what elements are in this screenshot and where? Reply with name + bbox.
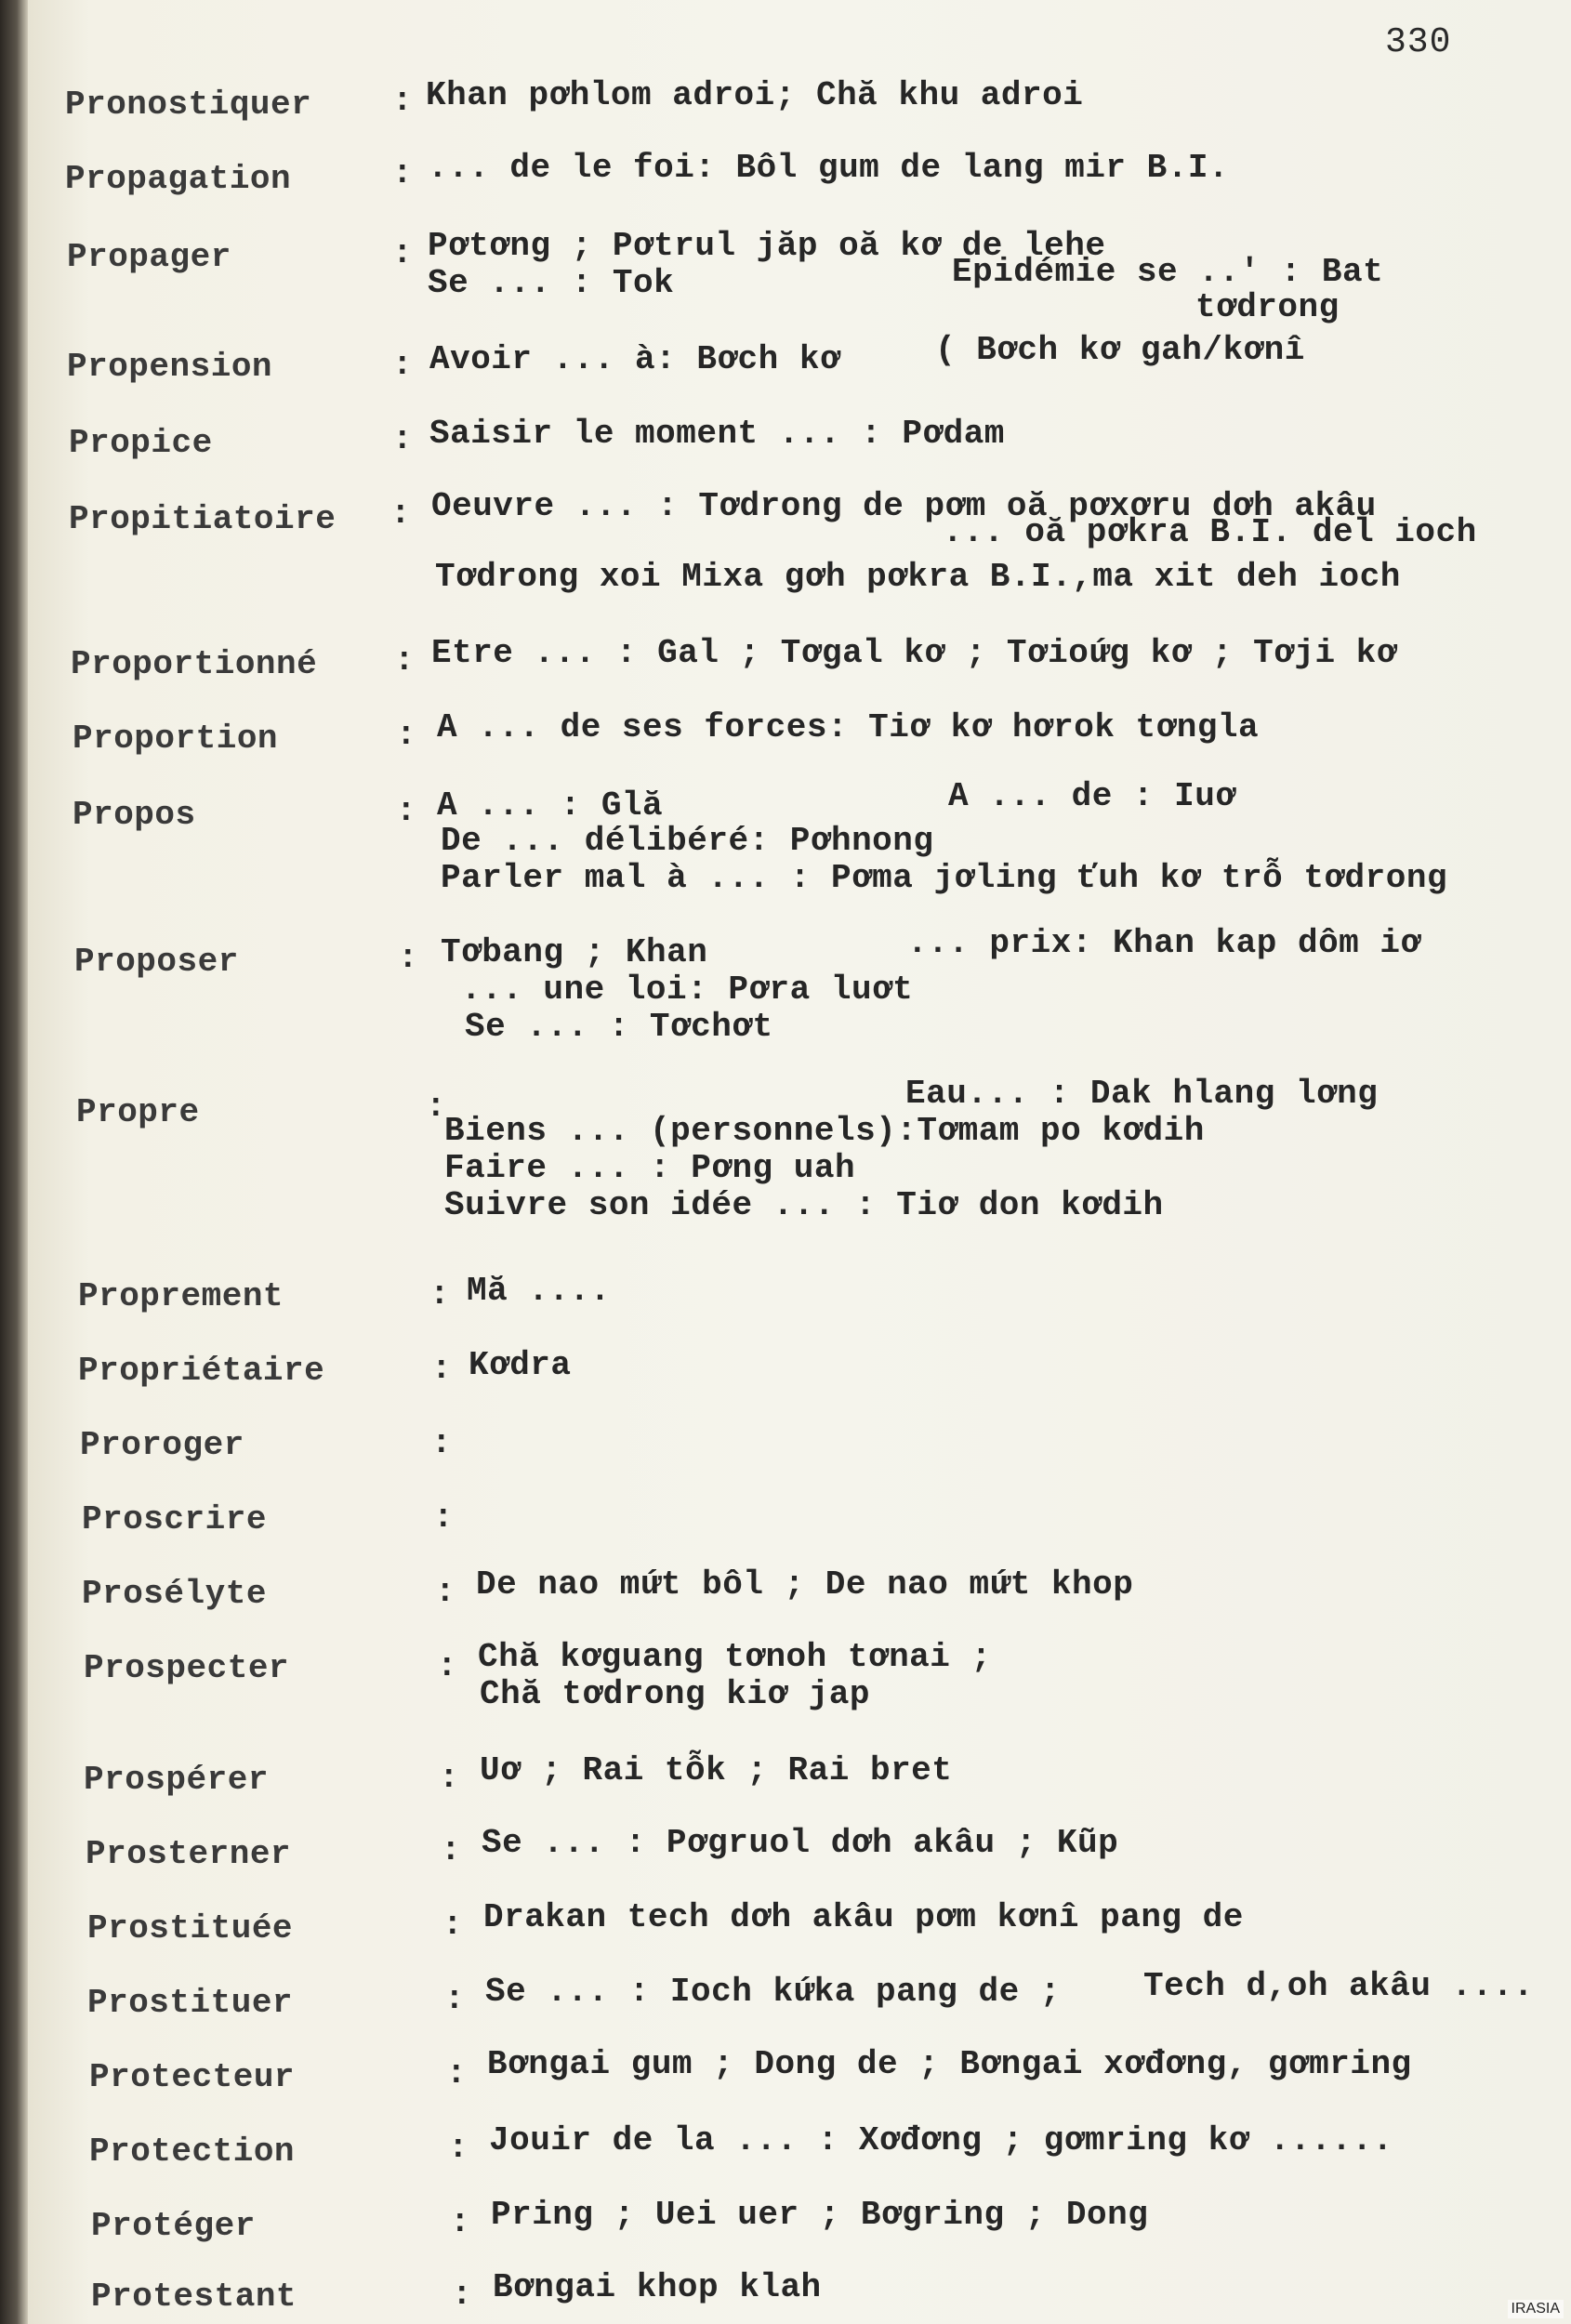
headword: Proportion — [73, 720, 279, 758]
colon-separator: : — [396, 792, 417, 830]
colon-separator: : — [392, 346, 414, 384]
headword: Protéger — [91, 2207, 256, 2245]
colon-separator: : — [392, 420, 414, 458]
colon-separator: : — [446, 2054, 468, 2093]
colon-separator: : — [392, 234, 414, 272]
definition-line: Bơngai gum ; Dong de ; Bơngai xơđơng, gơmring — [487, 2045, 1412, 2083]
definition-line: Epidémie se ..' : Bat — [952, 253, 1384, 291]
definition-line: ( Bơch kơ gah/kơnî — [935, 331, 1305, 369]
headword: Proscrire — [82, 1500, 267, 1538]
definition-line: Saisir le moment ... : Pơdam — [429, 415, 1005, 453]
definition-line: A ... de ses forces: Tiơ kơ hơrok tơngla — [437, 708, 1260, 746]
headword: Prosélyte — [82, 1575, 267, 1613]
headword: Prostituée — [87, 1909, 294, 1948]
definition-line: Oeuvre ... : Tơdrong de pơm oă pơxơru dơh akâu — [431, 487, 1377, 525]
colon-separator: : — [429, 1275, 451, 1314]
colon-separator: : — [433, 1499, 455, 1537]
definition-line: Etre ... : Gal ; Tơgal kơ ; Tơioứg kơ ; Tơji kơ — [431, 634, 1397, 672]
definition-line: ... prix: Khan kap dôm iơ — [907, 924, 1421, 962]
colon-separator: : — [452, 2276, 473, 2314]
headword: Propre — [76, 1093, 200, 1131]
headword: Propitiatoire — [69, 500, 337, 538]
definition-line: Pring ; Uei uer ; Bơgring ; Dong — [491, 2196, 1149, 2234]
source-watermark: IRASIA — [1508, 2300, 1564, 2318]
colon-separator: : — [448, 2129, 469, 2167]
colon-separator: : — [394, 641, 416, 680]
colon-separator: : — [431, 1350, 453, 1388]
colon-separator: : — [444, 1980, 466, 2018]
definition-line: ... une loi: Pơra luơt — [461, 971, 914, 1009]
headword: Proportionné — [71, 645, 318, 683]
dictionary-page — [28, 0, 1571, 2324]
headword: Protecteur — [89, 2058, 296, 2096]
headword: Prospecter — [84, 1649, 290, 1687]
headword: Protestant — [91, 2278, 297, 2316]
headword: Prospérer — [84, 1761, 269, 1799]
definition-line: Tơbang ; Khan — [441, 933, 708, 971]
definition-line: Drakan tech dơh akâu pơm kơnî pang de — [483, 1898, 1244, 1936]
headword: Proroger — [80, 1426, 244, 1464]
headword: Protection — [89, 2133, 296, 2171]
headword: Propagation — [65, 160, 292, 198]
colon-separator: : — [392, 154, 414, 192]
definition-line: ... de le foi: Bôl gum de lang mir B.I. — [428, 149, 1230, 187]
colon-separator: : — [437, 1647, 458, 1685]
definition-line: Mă .... — [467, 1272, 611, 1310]
definition-line: Avoir ... à: Bơch kơ — [429, 340, 841, 378]
definition-line: Suivre son idée ... : Tiơ don kơdih — [444, 1186, 1164, 1224]
definition-line: A ... de : Iuơ — [948, 777, 1236, 815]
definition-line: Chă tơdrong kiơ jap — [480, 1675, 870, 1713]
definition-line: Pơtơng ; Pơtrul jăp oă kơ de lehe — [428, 227, 1106, 265]
colon-separator: : — [398, 939, 419, 977]
headword: Propension — [67, 348, 273, 386]
headword: Propice — [69, 424, 213, 462]
definition-line: A ... : Glă — [437, 786, 664, 825]
colon-separator: : — [450, 2203, 471, 2241]
page-number: 330 — [1385, 22, 1452, 62]
definition-line: Tech d,oh akâu .... — [1143, 1967, 1534, 2005]
definition-line: Biens ... (personnels):Tơmam po kơdih — [444, 1112, 1205, 1150]
definition-line: Se ... : Ioch kứka pang de ; — [485, 1973, 1061, 2011]
definition-line: Parler mal à ... : Pơma jơling ťuh kơ trỗ tơdrong — [441, 859, 1448, 897]
definition-line: Khan pơhlom adroi; Chă khu adroi — [426, 76, 1084, 114]
colon-separator: : — [392, 82, 414, 120]
colon-separator: : — [426, 1088, 447, 1126]
definition-line: Chă kơguang tơnoh tơnai ; — [478, 1638, 992, 1676]
colon-separator: : — [441, 1831, 462, 1869]
colon-separator: : — [431, 1424, 453, 1462]
colon-separator: : — [439, 1759, 460, 1797]
headword: Prostituer — [87, 1984, 294, 2022]
headword: Propager — [67, 238, 231, 276]
definition-line: Tơdrong xoi Mixa gơh pơkra B.I.,ma xit deh ioch — [435, 558, 1401, 596]
definition-line: Jouir de la ... : Xơđơng ; gơmring kơ ...... — [489, 2121, 1393, 2159]
definition-line: Eau... : Dak hlang lơng — [905, 1075, 1379, 1113]
colon-separator: : — [442, 1906, 464, 1944]
definition-line: tơdrong — [1195, 288, 1340, 326]
definition-line: Se ... : Tơchơt — [465, 1008, 773, 1046]
definition-line: Se ... : Tok — [428, 264, 675, 302]
definition-line: Se ... : Pơgruol dơh akâu ; Kũp — [482, 1824, 1119, 1862]
headword: Prosterner — [86, 1835, 292, 1873]
definition-line: Kơdra — [469, 1346, 572, 1384]
headword: Proprement — [78, 1277, 284, 1315]
definition-line: De ... délibéré: Pơhnong — [441, 822, 934, 860]
colon-separator: : — [390, 495, 412, 533]
headword: Propriétaire — [78, 1352, 325, 1390]
headword: Proposer — [74, 943, 239, 981]
definition-line: Bơngai khop klah — [493, 2268, 822, 2306]
definition-line: De nao mứt bôl ; De nao mứt khop — [476, 1565, 1134, 1604]
book-binding-edge — [0, 0, 28, 2324]
entry-list — [28, 0, 1571, 2324]
definition-line: Faire ... : Pơng uah — [444, 1149, 856, 1187]
definition-line: ... oă pơkra B.I. del ioch — [943, 513, 1477, 551]
headword: Pronostiquer — [65, 86, 312, 124]
headword: Propos — [73, 796, 196, 834]
colon-separator: : — [435, 1573, 456, 1611]
colon-separator: : — [396, 716, 417, 754]
definition-line: Uơ ; Rai tỗk ; Rai bret — [480, 1751, 953, 1789]
